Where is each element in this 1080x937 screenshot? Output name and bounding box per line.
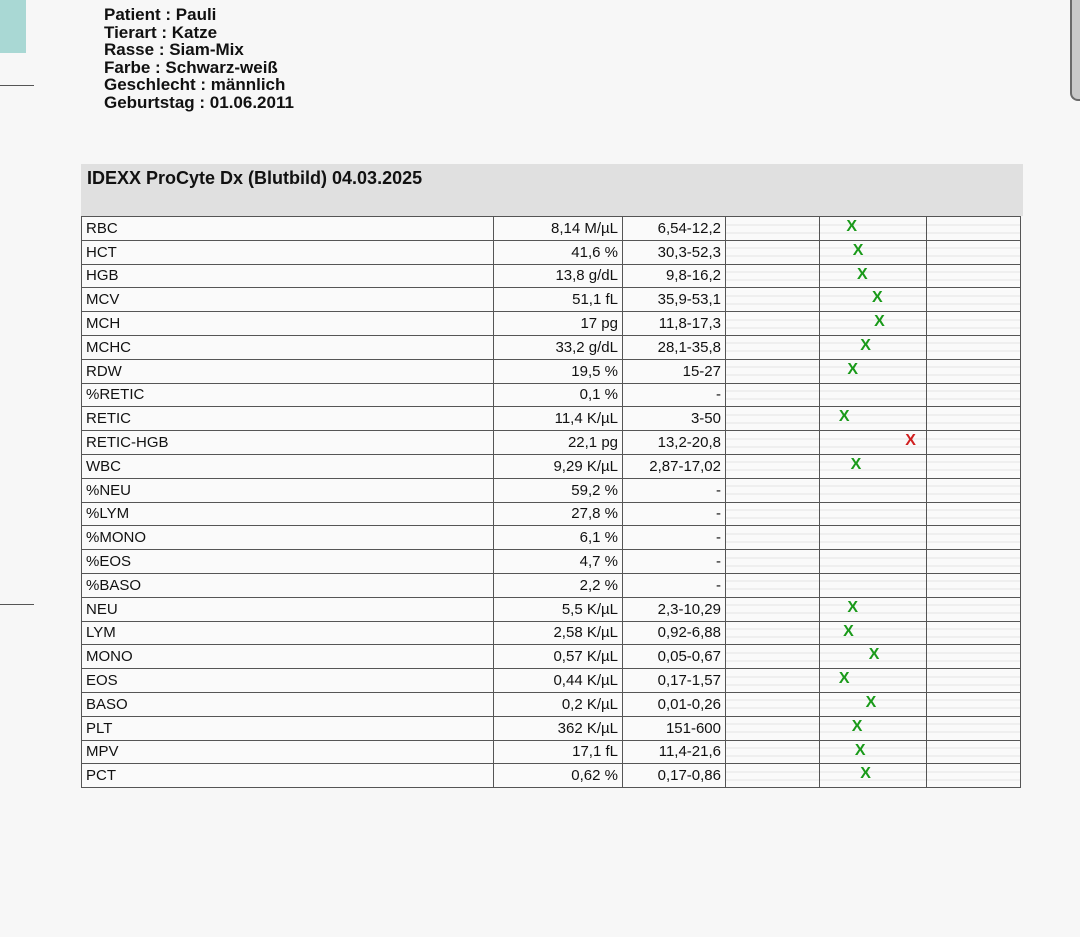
value-cell: 8,14 M/µL — [494, 217, 623, 241]
param-cell: %LYM — [82, 502, 494, 526]
in-range-marker: X — [847, 360, 859, 378]
value-cell: 6,1 % — [494, 526, 623, 550]
range-bar-cell — [726, 407, 820, 431]
reference-cell: 0,92-6,88 — [623, 621, 726, 645]
table-row — [82, 526, 1021, 550]
value-cell: 17,1 fL — [494, 740, 623, 764]
param-cell: EOS — [82, 669, 494, 693]
range-bar-cell — [726, 478, 820, 502]
reference-cell: 11,4-21,6 — [623, 740, 726, 764]
param-cell: RBC — [82, 217, 494, 241]
range-bar-cell — [820, 764, 927, 788]
range-bar-cell — [927, 645, 1021, 669]
param-cell: %EOS — [82, 550, 494, 574]
range-bar-cell — [820, 645, 927, 669]
table-row — [82, 454, 1021, 478]
value-cell: 41,6 % — [494, 240, 623, 264]
range-bar-cell — [820, 502, 927, 526]
range-bar-cell — [927, 288, 1021, 312]
range-bar-cell — [820, 359, 927, 383]
range-bar-cell — [726, 383, 820, 407]
reference-cell: - — [623, 502, 726, 526]
value-cell: 11,4 K/µL — [494, 407, 623, 431]
table-row — [82, 407, 1021, 431]
value-cell: 17 pg — [494, 312, 623, 336]
range-bar-cell — [726, 573, 820, 597]
range-bar-cell — [726, 454, 820, 478]
range-bar-cell — [820, 526, 927, 550]
table-row — [82, 359, 1021, 383]
param-cell: LYM — [82, 621, 494, 645]
range-bar-cell — [927, 597, 1021, 621]
reference-cell: 30,3-52,3 — [623, 240, 726, 264]
range-bar-cell — [726, 692, 820, 716]
range-bar-cell — [820, 217, 927, 241]
range-bar-cell — [726, 597, 820, 621]
patient-color: Farbe : Schwarz-weiß — [104, 57, 278, 77]
range-bar-cell — [820, 264, 927, 288]
range-bar-cell — [927, 669, 1021, 693]
reference-cell: 2,3-10,29 — [623, 597, 726, 621]
value-cell: 0,2 K/µL — [494, 692, 623, 716]
range-bar-cell — [927, 764, 1021, 788]
table-row — [82, 764, 1021, 788]
in-range-marker: X — [838, 408, 850, 426]
patient-sex: Geschlecht : männlich — [104, 75, 286, 95]
range-bar-cell — [820, 740, 927, 764]
range-bar-cell — [927, 312, 1021, 336]
results-table — [81, 216, 1021, 788]
reference-cell: 3-50 — [623, 407, 726, 431]
in-range-marker: X — [860, 765, 871, 783]
range-bar-cell — [726, 669, 820, 693]
reference-cell: 2,87-17,02 — [623, 454, 726, 478]
table-row — [82, 383, 1021, 407]
reference-cell: 6,54-12,2 — [623, 217, 726, 241]
range-bar-cell — [927, 240, 1021, 264]
in-range-marker: X — [860, 336, 871, 354]
reference-cell: 0,17-0,86 — [623, 764, 726, 788]
table-row — [82, 240, 1021, 264]
table-row — [82, 597, 1021, 621]
reference-cell: 0,17-1,57 — [623, 669, 726, 693]
value-cell: 9,29 K/µL — [494, 454, 623, 478]
range-bar-cell — [820, 550, 927, 574]
reference-cell: 0,01-0,26 — [623, 692, 726, 716]
range-bar-cell — [820, 692, 927, 716]
in-range-marker: X — [874, 313, 885, 331]
value-cell: 51,1 fL — [494, 288, 623, 312]
table-row — [82, 264, 1021, 288]
table-row — [82, 550, 1021, 574]
range-bar-cell — [820, 288, 927, 312]
param-cell: RDW — [82, 359, 494, 383]
value-cell: 33,2 g/dL — [494, 335, 623, 359]
range-bar-cell — [820, 597, 927, 621]
range-bar-cell — [927, 716, 1021, 740]
report-title-bar — [81, 164, 1023, 216]
table-row — [82, 288, 1021, 312]
table-row — [82, 692, 1021, 716]
range-bar-cell — [820, 621, 927, 645]
range-bar-cell — [726, 264, 820, 288]
range-bar-cell — [726, 550, 820, 574]
reference-cell: - — [623, 573, 726, 597]
range-bar-cell — [820, 407, 927, 431]
table-row — [82, 431, 1021, 455]
param-cell: %MONO — [82, 526, 494, 550]
range-bar-cell — [726, 621, 820, 645]
range-bar-cell — [726, 502, 820, 526]
margin-line — [0, 604, 34, 605]
range-bar-cell — [927, 550, 1021, 574]
value-cell: 2,58 K/µL — [494, 621, 623, 645]
scroll-edge[interactable] — [1070, 0, 1080, 101]
param-cell: MPV — [82, 740, 494, 764]
value-cell: 13,8 g/dL — [494, 264, 623, 288]
table-row — [82, 740, 1021, 764]
param-cell: RETIC — [82, 407, 494, 431]
range-bar-cell — [820, 669, 927, 693]
value-cell: 2,2 % — [494, 573, 623, 597]
param-cell: PLT — [82, 716, 494, 740]
range-bar-cell — [927, 359, 1021, 383]
table-row — [82, 335, 1021, 359]
in-range-marker: X — [865, 693, 877, 711]
range-bar-cell — [726, 335, 820, 359]
patient-info — [104, 6, 294, 112]
range-bar-cell — [927, 740, 1021, 764]
range-bar-cell — [927, 621, 1021, 645]
param-cell: %NEU — [82, 478, 494, 502]
range-bar-cell — [927, 217, 1021, 241]
table-row — [82, 573, 1021, 597]
range-bar-cell — [927, 478, 1021, 502]
range-bar-cell — [726, 240, 820, 264]
report-title: IDEXX ProCyte Dx (Blutbild) 04.03.2025 — [87, 168, 423, 188]
param-cell: MCH — [82, 312, 494, 336]
in-range-marker: X — [851, 717, 863, 735]
value-cell: 0,44 K/µL — [494, 669, 623, 693]
range-bar-cell — [820, 240, 927, 264]
table-row — [82, 478, 1021, 502]
margin-line — [0, 85, 34, 86]
range-bar-cell — [927, 335, 1021, 359]
value-cell: 0,1 % — [494, 383, 623, 407]
range-bar-cell — [927, 431, 1021, 455]
range-bar-cell — [726, 359, 820, 383]
range-bar-cell — [927, 383, 1021, 407]
param-cell: HGB — [82, 264, 494, 288]
value-cell: 5,5 K/µL — [494, 597, 623, 621]
range-bar-cell — [820, 383, 927, 407]
range-bar-cell — [820, 454, 927, 478]
reference-cell: 9,8-16,2 — [623, 264, 726, 288]
reference-cell: 28,1-35,8 — [623, 335, 726, 359]
in-range-marker: X — [872, 289, 883, 307]
range-bar-cell — [726, 217, 820, 241]
in-range-marker: X — [847, 598, 859, 616]
in-range-marker: X — [850, 455, 862, 473]
param-cell: BASO — [82, 692, 494, 716]
value-cell: 59,2 % — [494, 478, 623, 502]
table-row — [82, 502, 1021, 526]
range-bar-cell — [820, 478, 927, 502]
in-range-marker: X — [868, 646, 880, 664]
range-bar-cell — [927, 264, 1021, 288]
range-bar-cell — [726, 764, 820, 788]
value-cell: 0,62 % — [494, 764, 623, 788]
range-bar-cell — [927, 407, 1021, 431]
value-cell: 362 K/µL — [494, 716, 623, 740]
reference-cell: - — [623, 478, 726, 502]
reference-cell: 15-27 — [623, 359, 726, 383]
table-row — [82, 621, 1021, 645]
param-cell: NEU — [82, 597, 494, 621]
param-cell: WBC — [82, 454, 494, 478]
range-bar-cell — [726, 288, 820, 312]
param-cell: HCT — [82, 240, 494, 264]
table-row — [82, 645, 1021, 669]
patient-birthday: Geburtstag : 01.06.2011 — [104, 92, 294, 112]
table-row — [82, 217, 1021, 241]
range-bar-cell — [927, 454, 1021, 478]
reference-cell: - — [623, 526, 726, 550]
in-range-marker: X — [852, 241, 864, 259]
reference-cell: 0,05-0,67 — [623, 645, 726, 669]
patient-name: Patient : Pauli — [104, 5, 217, 24]
in-range-marker: X — [843, 622, 854, 640]
range-bar-cell — [726, 526, 820, 550]
range-bar-cell — [820, 716, 927, 740]
param-cell: PCT — [82, 764, 494, 788]
param-cell: MCHC — [82, 335, 494, 359]
table-row — [82, 312, 1021, 336]
value-cell: 22,1 pg — [494, 431, 623, 455]
param-cell: MCV — [82, 288, 494, 312]
reference-cell: 35,9-53,1 — [623, 288, 726, 312]
in-range-marker: X — [857, 265, 868, 283]
range-bar-cell — [927, 526, 1021, 550]
reference-cell: - — [623, 550, 726, 574]
range-bar-cell — [927, 692, 1021, 716]
range-bar-cell — [927, 502, 1021, 526]
param-cell: RETIC-HGB — [82, 431, 494, 455]
range-bar-cell — [820, 573, 927, 597]
side-tab — [0, 0, 26, 53]
range-bar-cell — [726, 312, 820, 336]
range-bar-cell — [726, 431, 820, 455]
range-bar-cell — [726, 716, 820, 740]
patient-species: Tierart : Katze — [104, 22, 218, 42]
reference-cell: 11,8-17,3 — [623, 312, 726, 336]
range-bar-cell — [927, 573, 1021, 597]
reference-cell: 13,2-20,8 — [623, 431, 726, 455]
param-cell: %RETIC — [82, 383, 494, 407]
out-of-range-marker: X — [905, 432, 916, 450]
reference-cell: 151-600 — [623, 716, 726, 740]
value-cell: 0,57 K/µL — [494, 645, 623, 669]
results-body — [82, 217, 1021, 788]
range-bar-cell — [726, 740, 820, 764]
value-cell: 4,7 % — [494, 550, 623, 574]
in-range-marker: X — [838, 670, 850, 688]
value-cell: 19,5 % — [494, 359, 623, 383]
in-range-marker: X — [846, 218, 857, 235]
in-range-marker: X — [854, 741, 866, 759]
table-row — [82, 669, 1021, 693]
param-cell: %BASO — [82, 573, 494, 597]
range-bar-cell — [820, 312, 927, 336]
reference-cell: - — [623, 383, 726, 407]
range-bar-cell — [820, 431, 927, 455]
param-cell: MONO — [82, 645, 494, 669]
value-cell: 27,8 % — [494, 502, 623, 526]
range-bar-cell — [726, 645, 820, 669]
patient-breed: Rasse : Siam-Mix — [104, 40, 244, 60]
table-row — [82, 716, 1021, 740]
range-bar-cell — [820, 335, 927, 359]
